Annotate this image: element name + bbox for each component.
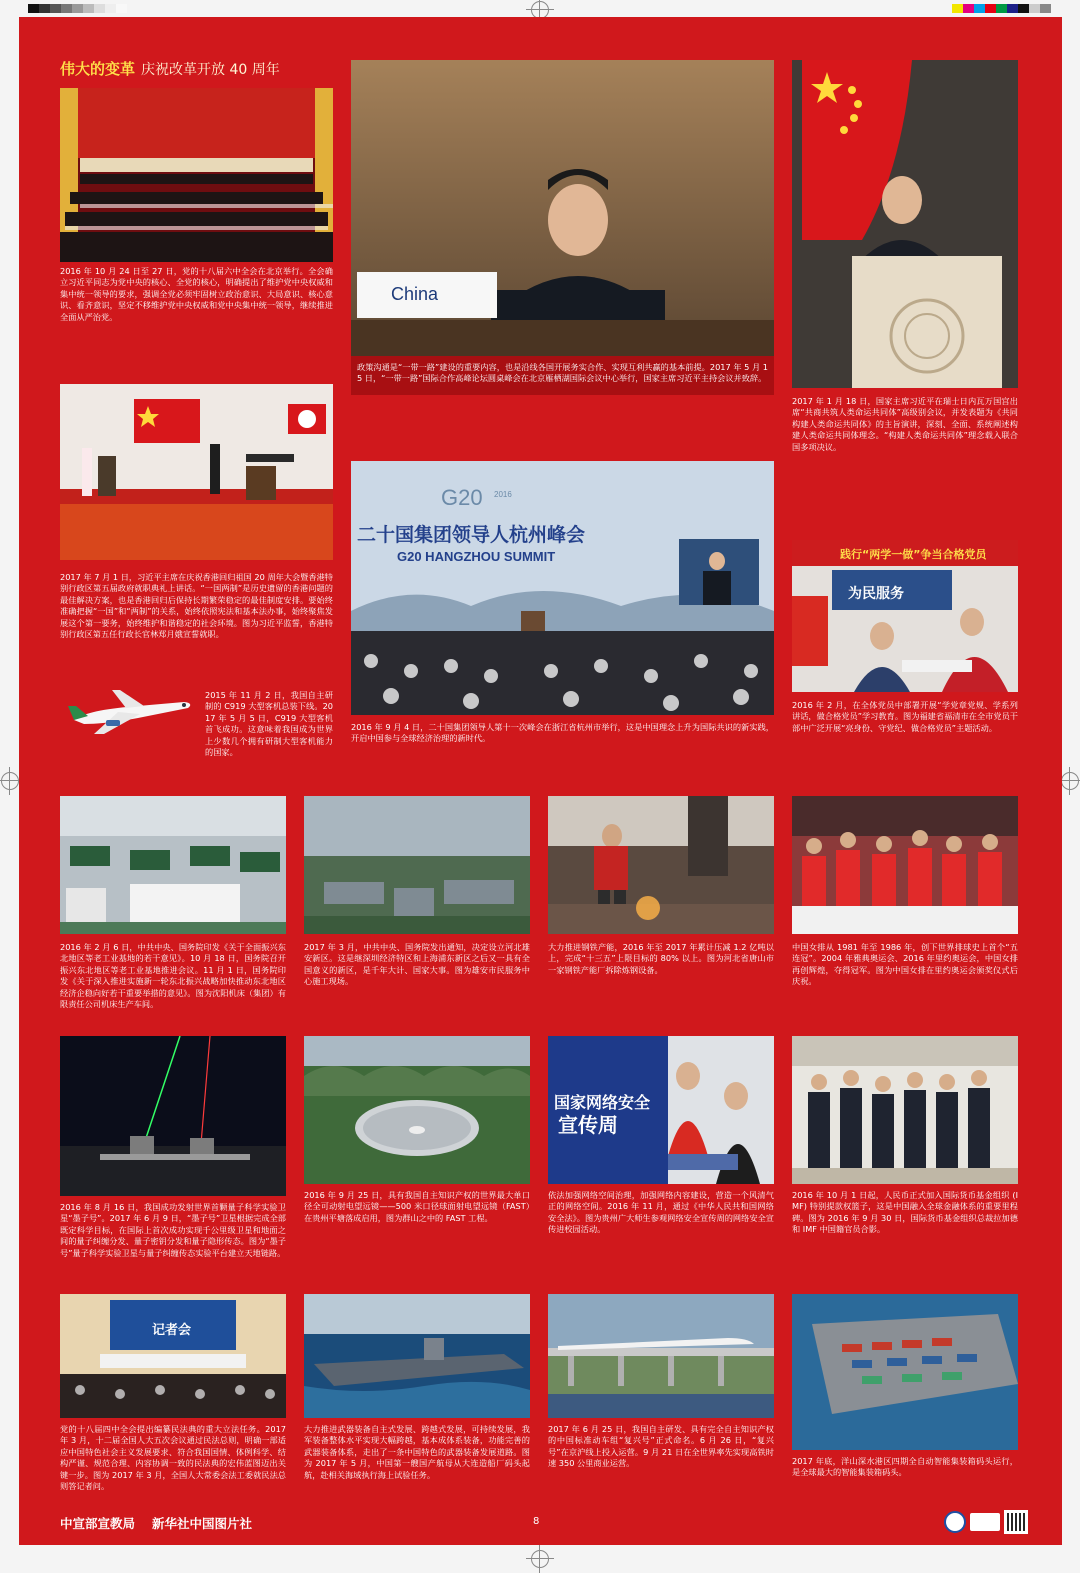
label-g20-banner-en: G20 HANGZHOU SUMMIT xyxy=(397,549,556,564)
label-g20-logo-year: 2016 xyxy=(494,490,512,499)
title-sub: 庆祝改革开放 40 周年 xyxy=(141,62,280,78)
photo-steel-capacity-cut xyxy=(548,796,774,934)
photo-civil-code-press xyxy=(60,1294,286,1418)
label-service-sign: 为民服务 xyxy=(848,586,904,602)
caption-g20: 2016 年 9 月 4 日，二十国集团领导人第十一次峰会在浙江省杭州市举行，这是中国理念上升为国际共识的新实践，开启中国参与全球经济治理的新时代。 xyxy=(351,722,774,744)
caption-cybersecurity: 依法加强网络空间治理，加强网络内容建设，营造一个风清气正的网络空间。2016 年 11 月，通过《中华人民共和国网络安全法》。图为贵州广大师生参观网络安全宣传周的网络安全宣传进校园活动。 xyxy=(548,1190,774,1235)
photo-fast-telescope xyxy=(304,1036,530,1184)
photo-party-education xyxy=(792,540,1018,692)
caption-party-education: 2016 年 2 月，在全体党员中部署开展“学党章党规、学系列讲话，做合格党员”学习教育。图为福建省福清市在全市党员干部中广泛开展“亮身份、守党纪、做合格党员”主题活动。 xyxy=(792,700,1018,733)
registration-mark-bottom xyxy=(531,1550,549,1568)
poster-title xyxy=(60,58,280,82)
qr-code-icon xyxy=(1004,1510,1028,1534)
label-g20-logo: G20 xyxy=(441,485,483,510)
footer-logos xyxy=(944,1510,1028,1534)
photo-hong-kong-anniversary xyxy=(60,384,333,560)
caption-imf: 2016 年 10 月 1 日起，人民币正式加入国际货币基金组织 (IMF) 特别提款权篮子，这是中国融入全球金融体系的重要里程碑。图为 2016 年 9 月 30 日，国际货币基金组织总裁拉加德和 IMF 中国籍官员合影。 xyxy=(792,1190,1018,1235)
caption-hong-kong: 2017 年 7 月 1 日，习近平主席在庆祝香港回归祖国 20 周年大会暨香港特别行政区第五届政府就职典礼上讲话。“一国两制”是历史遗留的香港问题的最佳解决方案，也是香港回归后保持长期繁荣稳定的最佳制度安排。要始终准确把握“一国”和“两制”的关系，始终依照宪法和基本法办事，始终聚焦发展这个第一要务，始终维护和谐稳定的社会环境。图为习近平监誓，香港特别行政区第五任行政长官林郑月娥宣誓就职。 xyxy=(60,572,333,640)
footer-publisher-1: 中宣部宣教局 xyxy=(60,1516,136,1531)
photo-plenary-session xyxy=(60,88,333,262)
page-number: 8 xyxy=(533,1516,540,1527)
caption-fuxing: 2017 年 6 月 25 日，我国自主研发、具有完全自主知识产权的中国标准动车组“复兴号”正式命名。6 月 26 日，“复兴号”在京沪线上投入运营。9 月 21 日在全世界率先实现高铁时速 350 公里商业运营。 xyxy=(548,1424,774,1469)
registration-mark-left xyxy=(1,772,19,790)
photo-cybersecurity-week xyxy=(548,1036,774,1184)
photo-fuxing-train xyxy=(548,1294,774,1418)
photo-imf-sdr xyxy=(792,1036,1018,1184)
title-bold: 伟大的变革 xyxy=(60,60,136,78)
photo-machine-tool-factory xyxy=(60,796,286,934)
caption-quantum: 2016 年 8 月 16 日，我国成功发射世界首颗量子科学实验卫星“墨子号”。2017 年 6 月 9 日，“墨子号”卫星根据完成全部既定科学目标，在国际上首次成功实现千公里级卫星和地面之间的量子纠缠分发、量子密钥分发和量子隐形传态。图为“墨子号”量子科学实验卫星与量子纠缠传态实验平台建立天地链路。 xyxy=(60,1202,286,1258)
label-cyber-title-2: 宣传周 xyxy=(558,1113,618,1137)
publisher-seal-icon xyxy=(944,1511,966,1533)
caption-fast: 2016 年 9 月 25 日，具有我国自主知识产权的世界最大单口径全可动射电望远镜——500 米口径球面射电望远镜（FAST）在贵州平塘落成启用，图为群山之中的 FAST 工程。 xyxy=(304,1190,530,1223)
photo-un-geneva-speech xyxy=(792,60,1018,388)
color-calibration-strip-left xyxy=(28,4,127,13)
label-china-nameplate: China xyxy=(391,284,439,304)
color-calibration-strip-right xyxy=(952,4,1051,13)
caption-xiongan: 2017 年 3 月，中共中央、国务院发出通知，决定设立河北雄安新区。这是继深圳经济特区和上海浦东新区之后又一具有全国意义的新区，是千年大计、国家大事。图为雄安市民服务中心施工现场。 xyxy=(304,942,530,987)
caption-steel: 大力推进钢铁产能，2016 年至 2017 年累计压减 1.2 亿吨以上，完成“十三五”上限目标的 80% 以上。图为河北省唐山市一家钢铁产能厂拆除炼钢设备。 xyxy=(548,942,774,975)
publisher-logo-icon xyxy=(970,1513,1000,1531)
caption-un-geneva: 2017 年 1 月 18 日，国家主席习近平在瑞士日内瓦万国宫出席“共商共筑人类命运共同体”高级别会议，并发表题为《共同构建人类命运共同体》的主旨演讲，深刻、全面、系统阐述构建人类命运共同体理念。“构建人类命运共同体”理念载入联合国多项决议。 xyxy=(792,396,1018,452)
photo-xiongan-new-area xyxy=(304,796,530,934)
caption-volleyball: 中国女排从 1981 年至 1986 年，创下世界排球史上首个“五连冠”。2004 年雅典奥运会、2016 年里约奥运会，中国女排再创辉煌，夺得冠军。图为中国女排在里约奥运会颁奖仪式后庆祝。 xyxy=(792,942,1018,987)
photo-g20-hangzhou xyxy=(351,461,774,715)
caption-civil-code: 党的十八届四中全会提出编纂民法典的重大立法任务。2017 年 3 月，十二届全国人大五次会议通过民法总则，明确一部适应中国特色社会主义发展要求、符合我国国情、体例科学、结构严谨、规范合理、内容协调一致的民法典的宏伟蓝图迈出关键一步。图为 2017 年 3 月，全国人大常委会法工委就民法总则答记者问。 xyxy=(60,1424,286,1492)
footer-publisher-2: 新华社中国图片社 xyxy=(152,1516,253,1531)
photo-quantum-satellite xyxy=(60,1036,286,1196)
label-press-board: 记者会 xyxy=(152,1323,192,1338)
label-g20-banner-cn: 二十国集团领导人杭州峰会 xyxy=(357,524,586,546)
c919-airplane-image xyxy=(66,676,196,746)
registration-mark-right xyxy=(1061,772,1079,790)
caption-northeast-revival: 2016 年 2 月 6 日，中共中央、国务院印发《关于全面振兴东北地区等老工业基地的若干意见》。10 月 18 日，国务院召开振兴东北地区等老工业基地推进会议。11 月 1 日，国务院印发《关于深入推进实施新一轮东北振兴战略加快推动东北地区经济企稳向好若干重要举措的意见》。图为沈阳机床（集团）有限责任公司机床生产车间。 xyxy=(60,942,286,1010)
caption-c919: 2015 年 11 月 2 日，我国自主研制的 C919 大型客机总装下线。2017 年 5 月 5 日，C919 大型客机首飞成功。这意味着我国成为世界上少数几个拥有研制大型客机能力的国家。 xyxy=(205,690,333,758)
photo-yangshan-port xyxy=(792,1294,1018,1450)
photo-belt-road-roundtable xyxy=(351,60,774,356)
caption-carrier: 大力推进武器装备自主式发展、跨越式发展，可持续发展，我军装备整体水平实现大幅跨越，基本成体系装备，功能完善的武器装备体系，走出了一条中国特色的武器装备发展道路。图为 2017 年 5 月，中国第一艘国产航母从大连造船厂码头起航，赴相关海域执行海上试验任务。 xyxy=(304,1424,530,1480)
photo-aircraft-carrier xyxy=(304,1294,530,1418)
caption-belt-road: 政策沟通是“一带一路”建设的重要内容，也是沿线各国开展务实合作、实现互利共赢的基本前提。2017 年 5 月 15 日，“一带一路”国际合作高峰论坛圆桌峰会在北京雁栖湖国际会议中心举行，国家主席习近平主持会议并致辞。 xyxy=(351,356,774,395)
photo-womens-volleyball xyxy=(792,796,1018,934)
caption-yangshan: 2017 年底，洋山深水港区四期全自动智能集装箱码头运行，是全球最大的智能集装箱码头。 xyxy=(792,1456,1018,1478)
caption-plenary: 2016 年 10 月 24 日至 27 日，党的十八届六中全会在北京举行。全会确立习近平同志为党中央的核心、全党的核心，明确提出了维护党中央权威和集中统一领导的要求，强调全党必须牢固树立政治意识、大局意识、核心意识、看齐意识，坚定不移维护党中央权威和党中央集中统一领导，继续推进全面从严治党。 xyxy=(60,266,333,322)
label-cyber-title-1: 国家网络安全 xyxy=(554,1093,651,1112)
label-party-banner: 践行“两学一做”争当合格党员 xyxy=(840,548,987,561)
